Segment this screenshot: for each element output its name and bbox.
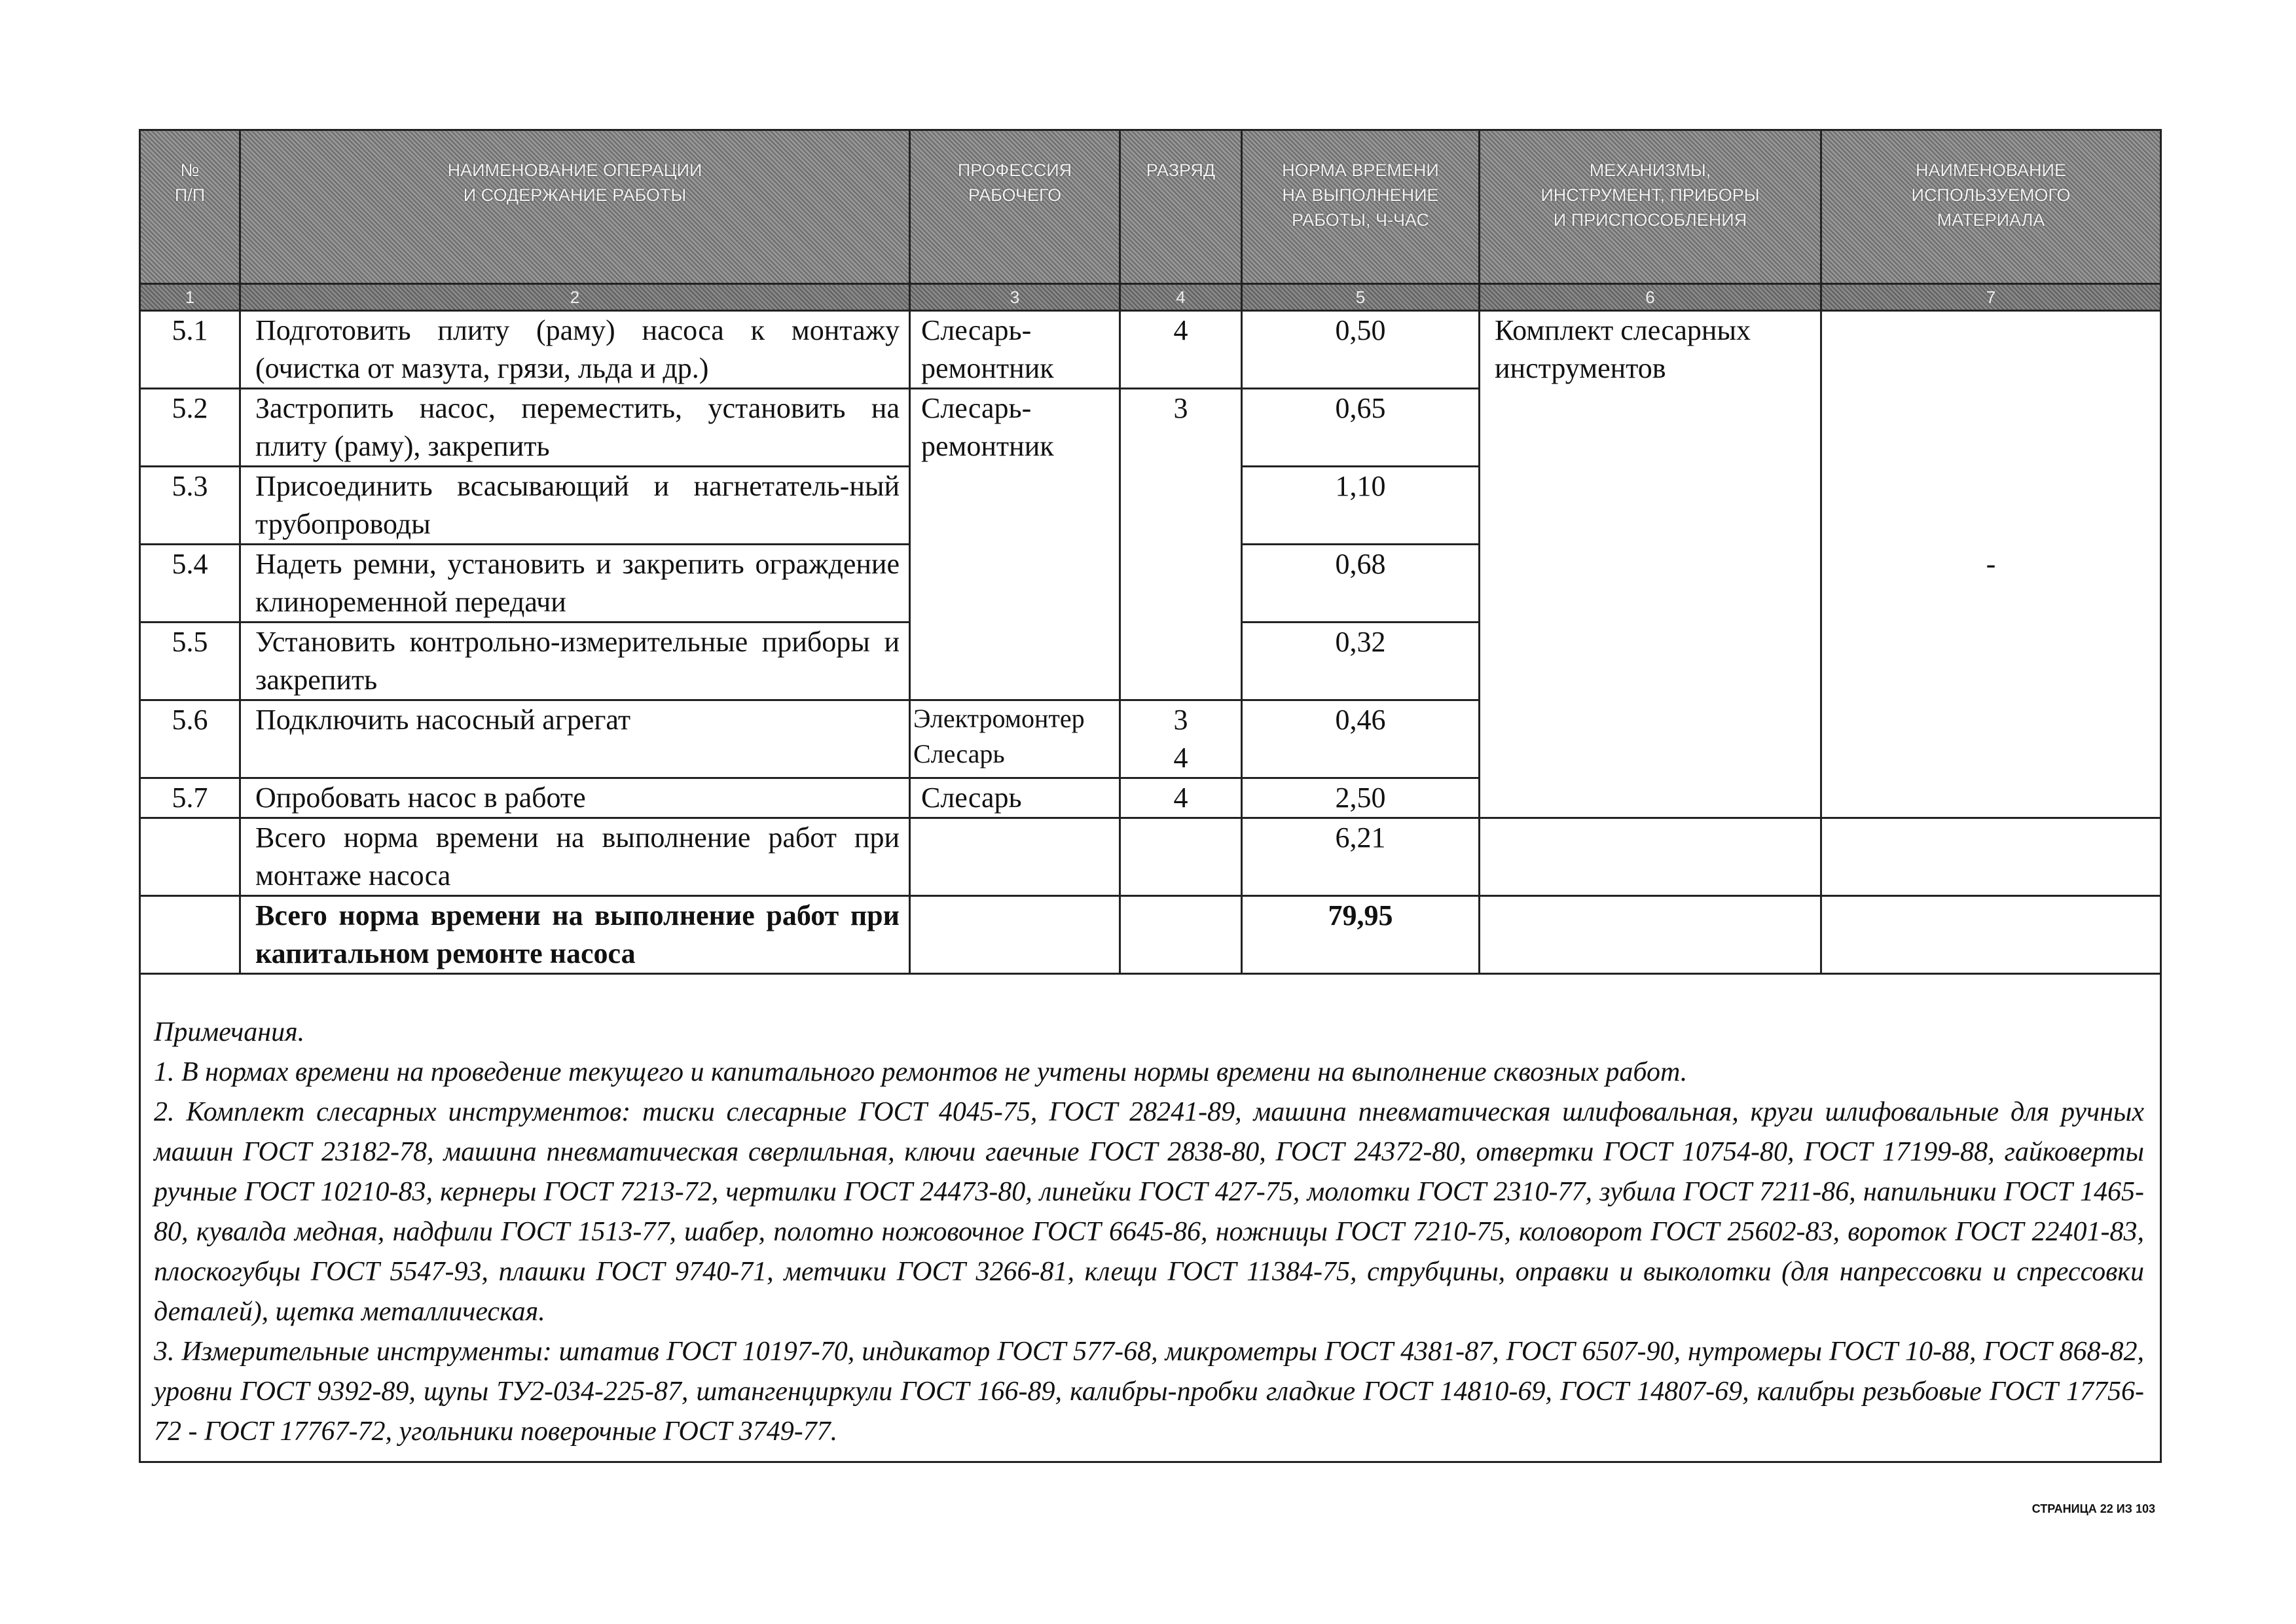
total-row [140, 896, 2161, 974]
operation-text: Установить контрольно-измерительные приборы и закрепить [240, 623, 910, 700]
row-number: 5.4 [140, 545, 240, 623]
column-number: 2 [240, 284, 910, 311]
row-number: 5.3 [140, 467, 240, 545]
column-number: 3 [910, 284, 1120, 311]
header-no: № П/П [140, 130, 240, 284]
total-value: 79,95 [1242, 896, 1480, 974]
column-number: 6 [1480, 284, 1821, 311]
profession: Слесарь- ремонтник [910, 389, 1120, 700]
row-number: 5.7 [140, 778, 240, 818]
row-number: 5.6 [140, 700, 240, 778]
tools-cell: Комплект слесарных инструментов [1480, 311, 1821, 818]
page-number: СТРАНИЦА 22 ИЗ 103 [2032, 1502, 2155, 1515]
operation-text: Присоединить всасывающий и нагнетатель-ный трубопроводы [240, 467, 910, 545]
operation-text: Подготовить плиту (раму) насоса к монтажу (очистка от мазута, грязи, льда и др.) [240, 311, 910, 389]
subtotal-label: Всего норма времени на выполнение работ при монтаже насоса [240, 818, 910, 896]
time-norm: 0,65 [1242, 389, 1480, 467]
rank: 3 4 [1120, 700, 1242, 778]
time-norm: 0,32 [1242, 623, 1480, 700]
column-number: 5 [1242, 284, 1480, 311]
time-norm: 0,46 [1242, 700, 1480, 778]
rank: 3 [1120, 389, 1242, 700]
header-tools: МЕХАНИЗМЫ, ИНСТРУМЕНТ, ПРИБОРЫ И ПРИСПОСОБЛЕНИЯ [1480, 130, 1821, 284]
column-number: 7 [1821, 284, 2161, 311]
column-number-row [140, 284, 2161, 311]
profession: Слесарь- ремонтник [910, 311, 1120, 389]
operation-text: Надеть ремни, установить и закрепить ограждение клиноременной передачи [240, 545, 910, 623]
note-item: 2. Комплект слесарных инструментов: тиски слесарные ГОСТ 4045-75, ГОСТ 28241-89, машина пневматическая шлифовальная, круги шлифовальные для ручных машин ГОСТ 23182-78, машина пневматическая сверлильная, ключи гаечные ГОСТ 2838-80, ГОСТ 24372-80, отвертки ГОСТ 10754-80, ГОСТ 17199-88, гайковерты ручные ГОСТ 10210-83, кернеры ГОСТ 7213-72, чертилки ГОСТ 24473-80, линейки ГОСТ 427-75, молотки ГОСТ 2310-77, зубила ГОСТ 7211-86, напильники ГОСТ 1465-80, кувалда медная, надфили ГОСТ 1513-77, шабер, полотно ножовочное ГОСТ 6645-86, ножницы ГОСТ 7210-75, коловорот ГОСТ 25602-83, вороток ГОСТ 22401-83, плоскогубцы ГОСТ 5547-93, плашки ГОСТ 9740-71, метчики ГОСТ 3266-81, клещи ГОСТ 11384-75, струбцины, оправки и выколотки (для напрессовки и спрессовки деталей), щетка металлическая. [154, 1097, 2144, 1327]
row-number: 5.1 [140, 311, 240, 389]
header-material: НАИМЕНОВАНИЕ ИСПОЛЬЗУЕМОГО МАТЕРИАЛА [1821, 130, 2161, 284]
profession: Слесарь [910, 778, 1120, 818]
operation-text: Подключить насосный агрегат [240, 700, 910, 778]
total-label: Всего норма времени на выполнение работ при капитальном ремонте насоса [240, 896, 910, 974]
operation-text: Опробовать насос в работе [240, 778, 910, 818]
header-operation: НАИМЕНОВАНИЕ ОПЕРАЦИИ И СОДЕРЖАНИЕ РАБОТЫ [240, 130, 910, 284]
time-norm: 1,10 [1242, 467, 1480, 545]
profession: Электромонтер Слесарь [910, 700, 1120, 778]
time-norm: 0,68 [1242, 545, 1480, 623]
time-norm: 2,50 [1242, 778, 1480, 818]
notes-row [140, 974, 2161, 1462]
subtotal-value: 6,21 [1242, 818, 1480, 896]
row-number: 5.2 [140, 389, 240, 467]
operation-text: Застропить насос, переместить, установить на плиту (раму), закрепить [240, 389, 910, 467]
subtotal-row [140, 818, 2161, 896]
rank: 4 [1120, 311, 1242, 389]
notes-title: Примечания. [154, 1017, 305, 1047]
column-number: 1 [140, 284, 240, 311]
time-norm: 0,50 [1242, 311, 1480, 389]
header-rank: РАЗРЯД [1120, 130, 1242, 284]
row-number: 5.5 [140, 623, 240, 700]
header-norm: НОРМА ВРЕМЕНИ НА ВЫПОЛНЕНИЕ РАБОТЫ, Ч-ЧАС [1242, 130, 1480, 284]
note-item: 1. В нормах времени на проведение текущего и капитального ремонтов не учтены нормы времени на выполнение сквозных работ. [154, 1057, 1688, 1087]
material-cell: - [1821, 311, 2161, 818]
notes-section [140, 974, 2161, 1462]
rank: 4 [1120, 778, 1242, 818]
table-header-row [140, 130, 2161, 284]
table-row [140, 311, 2161, 389]
note-item: 3. Измерительные инструменты: штатив ГОСТ 10197-70, индикатор ГОСТ 577-68, микрометры ГОСТ 4381-87, ГОСТ 6507-90, нутромеры ГОСТ 10-88, ГОСТ 868-82, уровни ГОСТ 9392-89, щупы ТУ2-034-225-87, штангенциркули ГОСТ 166-89, калибры-пробки гладкие ГОСТ 14810-69, ГОСТ 14807-69, калибры резьбовые ГОСТ 17756-72 - ГОСТ 17767-72, угольники поверочные ГОСТ 3749-77. [154, 1337, 2144, 1447]
header-profession: ПРОФЕССИЯ РАБОЧЕГО [910, 130, 1120, 284]
column-number: 4 [1120, 284, 1242, 311]
work-norms-table [139, 129, 2162, 1463]
